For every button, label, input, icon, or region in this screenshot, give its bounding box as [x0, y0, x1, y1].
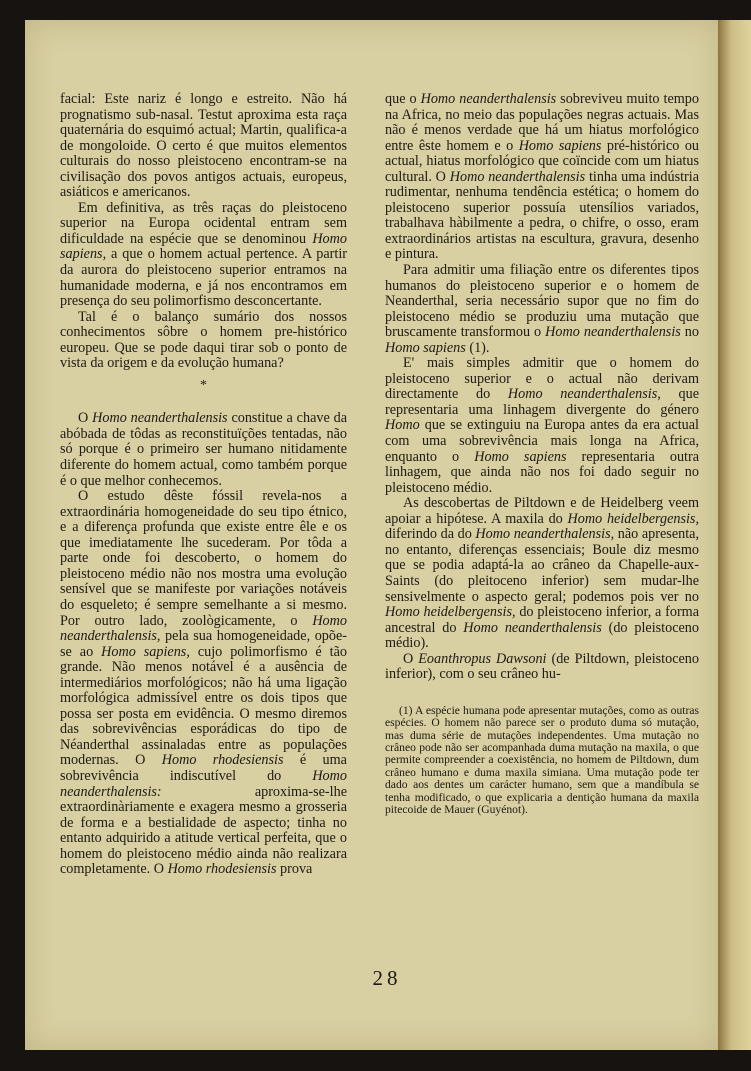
text-run: que se extinguiu na Europa antes da era actual com uma sobrevivência mais longa na Africa, enquanto o: [385, 417, 699, 465]
paragraph: [60, 411, 347, 489]
italic-term: Homo heidelbergensis,: [385, 604, 516, 621]
text-run: aproxima-se-lhe extraordinàriamente e exagera mesmo a grosseria de forma e a bestialidade de aspecto; tinha no entanto adquirido a atitude vertical perfeita, que o homem do pleistoceno médio ainda não realizara completamente. O: [60, 783, 347, 878]
text-run: pela sua homogeneidade, opõe-se ao: [60, 628, 347, 660]
text-run: que representaria uma linhagem divergente do género: [385, 386, 699, 418]
italic-term: Homo neanderthalensis,: [60, 612, 347, 645]
paragraph: facial: Este nariz é longo e estreito. Não há prognatismo sub-nasal. Testut aproxima esta raça quaternária do esquimó actual; Martin, qualifica-a de mongoloide. O certo é que muitos elementos culturais do nosso pleistoceno encontram-se na civilisação dos povos antigos actuais, europeus, asiáticos e americanos.: [60, 91, 347, 201]
left-column: [60, 92, 347, 878]
text-run: O estudo dêste fóssil revela-nos a extraordinária homogeneidade do seu tipo étnico, e a diferença profunda que existe entre êle e os que imediatamente lhe sucederam. Por tôda a parte onde foi descoberto, o homem do pleistoceno médio não nos mostra uma evolução sensível que se manifeste por variações notáveis do esqueleto; é sempre semelhante a si mesmo. Por outro lado, zoològicamente, o: [60, 488, 347, 629]
italic-term: Homo sapiens: [474, 448, 567, 465]
italic-term: Homo sapiens,: [60, 230, 347, 263]
italic-term: Homo neanderthalensis: [463, 619, 602, 636]
italic-term: Homo neanderthalensis: [92, 410, 228, 427]
italic-term: Homo: [385, 417, 420, 434]
paragraph: [60, 489, 347, 878]
footnote: [385, 705, 699, 817]
italic-term: Homo neanderthalensis,: [507, 386, 661, 403]
text-run: (de Piltdown, pleistoceno inferior), com o seu crâneo hu-: [385, 650, 699, 683]
footnote-text: (1) A espécie humana pode apresentar mutações, como as outras espécies. O homem não parece ser o produto duma só mutação, mas duma série de mutações independentes. Uma mutação no crâneo pode não ser acompanhada duma mutação na maxila, o que permite compreender a coexistência, no homem de Piltdown, dum crâneo humano e duma maxila simiana. Uma mutação pode ter dado aos dentes um carácter humano, sem que a mandíbula se tenha modificado, o que explicaria a dentição humana da maxila pitecoide de Mauer (Guyénot).: [385, 703, 699, 817]
italic-term: Homo neanderthalensis,: [475, 526, 615, 543]
italic-term: Homo sapiens: [385, 339, 466, 356]
paragraph: [385, 356, 699, 496]
paragraph: [385, 92, 699, 263]
text-run: que o: [385, 91, 421, 107]
text-run: no: [680, 324, 699, 341]
text-run: pré-histórico ou actual, hiatus morfológico que coïncide com um hiatus cultural. O: [385, 137, 700, 185]
text-run: (1).: [465, 339, 490, 356]
text-run: constitue a chave da abóbada de tôdas as reconstituïções tentadas, não só porque é o primeiro ser humano nitidamente diferente do homem actual, como também porque é o que melhor conhecemos.: [60, 410, 347, 489]
text-run: do pleistoceno inferior, a forma ancestral do: [385, 604, 699, 636]
italic-term: Homo neanderthalensis: [420, 91, 557, 107]
italic-term: Eoanthropus Dawsoni: [418, 650, 547, 667]
italic-term: Homo sapiens,: [101, 643, 190, 660]
text-run: representaria outra linhagem, que ainda não nos foi dado seguir no pleistoceno médio.: [385, 448, 699, 496]
text-run: tinha uma indústria rudimentar, nenhuma tendência estética; o homem do pleistoceno superior possuía utensílios variados, trabalhava hàbilmente a pedra, o chifre, o osso, eram extraordinários artistas na escultura, gravura, desenho e pintura.: [385, 168, 699, 263]
italic-term: Homo neanderthalensis:: [60, 767, 347, 800]
book-spine: [718, 20, 751, 1050]
paragraph: [385, 263, 699, 356]
text-run: O: [78, 410, 93, 427]
text-run: diferindo da do: [385, 526, 476, 543]
right-column: [385, 92, 699, 816]
italic-term: Homo rhodesiensis: [167, 861, 277, 878]
italic-term: Homo rhodesiensis: [161, 752, 284, 769]
italic-term: Homo neanderthalensis: [545, 324, 681, 341]
text-run: é uma sobrevivência indiscutível do: [60, 752, 347, 784]
text-run: prova: [276, 861, 313, 878]
text-run: Para admitir uma filiação entre os diferentes tipos humanos do pleistoceno superior e o homem de Neanderthal, seria necessário supor que no fim do pleistoceno médio se produziu uma mutação que bruscamente transformou o: [385, 262, 699, 341]
paragraph: [60, 201, 347, 310]
paragraph: Tal é o balanço sumário dos nossos conhecimentos sôbre o homem pre-histórico europeu. Que se pode daqui tirar sob o ponto de vista da origem e da evolução humana?: [60, 308, 347, 372]
italic-term: Homo heidelbergensis,: [567, 510, 700, 527]
italic-term: Homo sapiens: [518, 137, 602, 154]
text-run: E' mais simples admitir que o homem do pleistoceno superior e o actual não derivam directamente do: [385, 355, 699, 403]
text-run: não apresenta, no entanto, diferenças essenciais; Boule diz mesmo que se podia adaptá-la ao crâneo da Chapelle-aux-Saints (do pleitoceno inferior) sem mudar-lhe sensivelmente o aspecto geral; podemos pois ver no: [385, 526, 699, 605]
paragraph: [385, 652, 699, 683]
italic-term: Homo neanderthalensis: [449, 168, 586, 185]
page-number: 28: [372, 966, 402, 990]
text-run: sobreviveu muito tempo na Africa, no meio das populações negras actuais. Mas não é menos verdade que há um hiatus morfológico entre êste homem e o: [385, 91, 699, 154]
text-run: a que o homem actual pertence. A partir da aurora do pleistoceno superior entramos na humanidade moderna, e já nos encontramos em presença do seu polimorfismo desconcertante.: [60, 246, 347, 310]
text-run: As descobertas de Piltdown e de Heidelberg veem apoiar a hipótese. A maxila do: [385, 495, 699, 527]
text-run: (do pleistoceno médio).: [385, 619, 699, 652]
text-run: O: [403, 650, 419, 667]
text-run: Em definitiva, as três raças do pleistoceno superior na Europa ocidental entram sem dificuldade na espécie que se denominou: [60, 199, 347, 247]
section-separator: *: [200, 377, 207, 393]
paragraph: [385, 496, 699, 651]
text-run: cujo polimorfismo é tão grande. Não menos notável é a ausência de intermediários morfológicos; não há uma ligação morfológica admissível entre os dois tipos que possa ser posta em evidência. O mesmo diremos das sobrevivências esporádicas do tipo de Néanderthal assinaladas entre as populações modernas. O: [60, 643, 347, 769]
